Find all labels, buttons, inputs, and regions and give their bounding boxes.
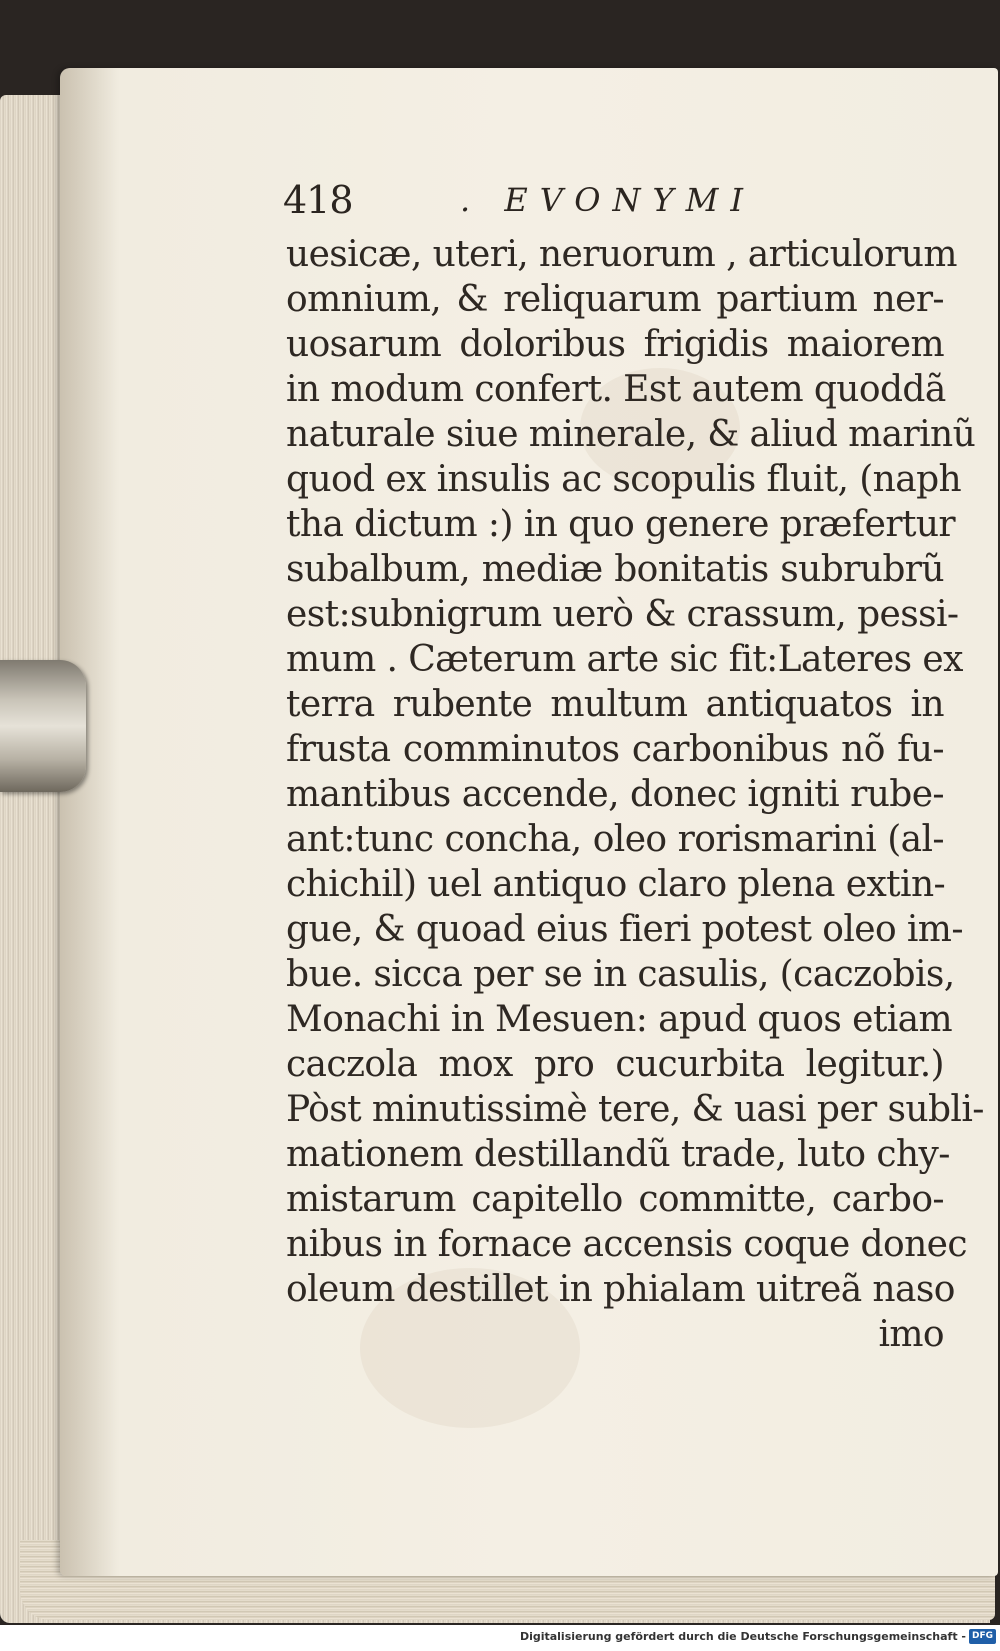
text-line: mantibus accende, donec igniti rube-: [286, 774, 944, 815]
text-line: frusta comminutos carbonibus nõ fu-: [286, 729, 944, 770]
text-line: est:subnigrum uerò & crassum, pessi-: [286, 594, 959, 635]
footer-credit: Digitalisierung gefördert durch die Deutsche Forschungsgemeinschaft -: [519, 1630, 966, 1643]
page-clip: [0, 660, 86, 792]
text-line: mistarum capitello committe, carbo-: [286, 1179, 944, 1220]
text-line: naturale siue minerale, & aliud marinũ: [286, 414, 976, 455]
text-line: caczola mox pro cucurbita legitur.): [286, 1044, 944, 1085]
text-line: uesicæ, uteri, neruorum , articulorum: [286, 234, 957, 275]
footer-bar: [0, 1625, 1000, 1651]
text-line: nibus in fornace accensis coque donec: [286, 1224, 967, 1265]
dfg-logo: DFG: [969, 1629, 996, 1644]
text-line: omnium, & reliquarum partium ner-: [286, 279, 944, 320]
running-head: . EVONYMI: [460, 181, 756, 219]
text-line: mum . Cæterum arte sic fit:Lateres ex: [286, 639, 963, 680]
text-line: subalbum, mediæ bonitatis subrubrũ: [286, 549, 944, 590]
page-number: 418: [283, 178, 353, 222]
text-line: mationem destillandũ trade, luto chy-: [286, 1134, 950, 1175]
text-line: Monachi in Mesuen: apud quos etiam: [286, 999, 953, 1040]
page-header: [283, 168, 943, 232]
text-line: gue, & quoad eius fieri potest oleo im-: [286, 909, 963, 950]
text-line: oleum destillet in phialam uitreã naso: [286, 1269, 955, 1310]
text-line: chichil) uel antiquo claro plena extin-: [286, 864, 946, 905]
text-line: ant:tunc concha, oleo rorismarini (al-: [286, 819, 944, 860]
text-line: bue. sicca per se in casulis, (caczobis,: [286, 954, 955, 995]
text-block: [286, 232, 984, 1357]
text-line: in modum confert. Est autem quoddã: [286, 369, 946, 410]
text-line: uosarum doloribus frigidis maiorem: [286, 324, 944, 365]
text-line: Pòst minutissimè tere, & uasi per subli-: [286, 1089, 984, 1130]
catchword: imo: [878, 1314, 944, 1355]
text-line: terra rubente multum antiquatos in: [286, 684, 944, 725]
text-line: tha dictum :) in quo genere præfertur: [286, 504, 956, 545]
text-line: quod ex insulis ac scopulis fluit, (naph: [286, 459, 962, 500]
